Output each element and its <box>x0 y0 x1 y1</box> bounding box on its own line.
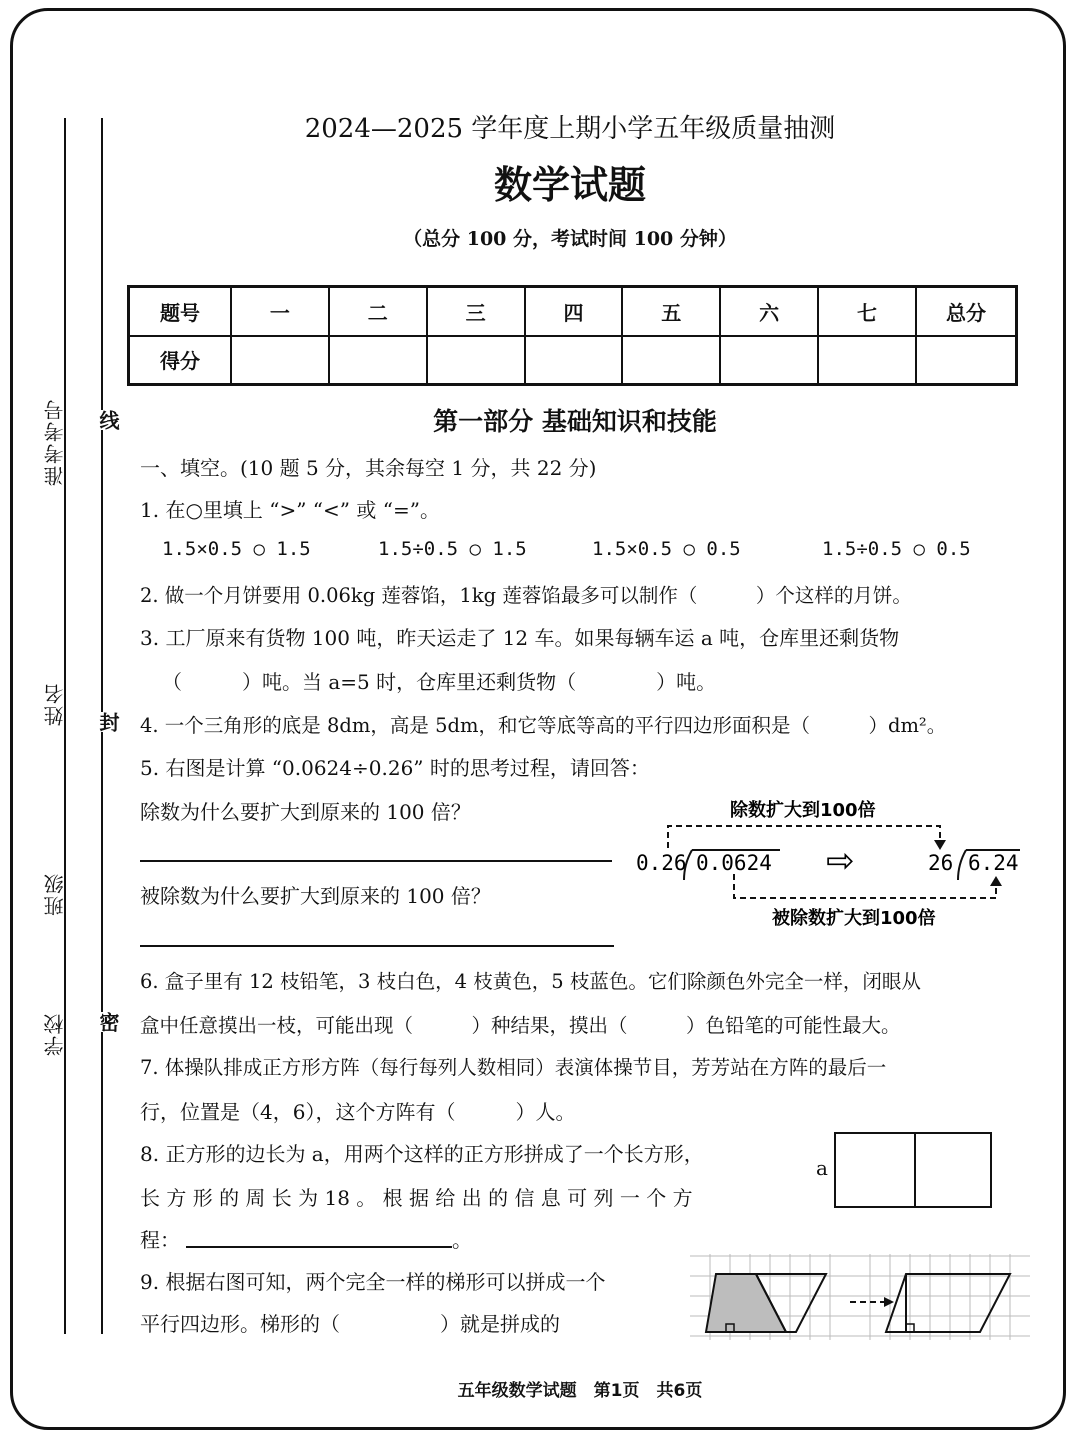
seal-seal-mark: 封 <box>94 712 123 732</box>
name-label: 姓名 <box>43 682 67 726</box>
class-label: 班级 <box>43 872 67 916</box>
q1-item: 1.5×0.5 ○ 0.5 <box>592 538 741 560</box>
score-cell[interactable] <box>231 336 329 385</box>
page-footer: 五年级数学试题 第1页 共6页 <box>457 1381 703 1401</box>
division-diagram <box>630 790 1030 940</box>
question-7-line1: 7. 体操队排成正方形方阵（每行每列人数相同）表演体操节目，芳芳站在方阵的最后一 <box>140 1056 887 1079</box>
score-table-header: 三 <box>427 287 525 336</box>
question-5b: 被除数为什么要扩大到原来的 100 倍？ <box>140 884 491 908</box>
diagram-top-label: 除数扩大到100倍 <box>730 800 876 821</box>
question-8-line3: 程： <box>140 1228 180 1252</box>
transform-arrowhead <box>884 1297 894 1307</box>
rect-side-label: a <box>816 1156 828 1180</box>
subject-title: 数学试题 <box>493 162 646 207</box>
exam-number-label: 准考考号 <box>43 398 67 486</box>
diagram-top-arrowhead <box>934 840 946 850</box>
score-table-header: 总分 <box>916 287 1017 336</box>
q1-item: 1.5÷0.5 ○ 1.5 <box>378 538 527 560</box>
score-cell[interactable] <box>525 336 623 385</box>
score-table-header: 二 <box>329 287 427 336</box>
score-table-header: 题号 <box>129 287 232 336</box>
question-5: 5. 右图是计算 “0.0624÷0.26” 时的思考过程，请回答： <box>140 756 650 780</box>
result-parallelogram <box>886 1274 1010 1332</box>
score-cell[interactable] <box>622 336 720 385</box>
score-cell[interactable] <box>818 336 916 385</box>
score-table <box>127 285 1018 386</box>
binding-line-left <box>64 118 66 1334</box>
q1-item: 1.5×0.5 ○ 1.5 <box>162 538 311 560</box>
part1-heading: 一、填空。(10 题 5 分，其余每空 1 分，共 22 分) <box>140 456 597 480</box>
score-table-score-row <box>129 336 1017 385</box>
answer-line-5a[interactable] <box>140 860 612 862</box>
question-1: 1. 在○里填上 “>” “<” 或 “=”。 <box>140 498 440 522</box>
diagram-right-divisor: 26 <box>928 851 954 875</box>
q1-item: 1.5÷0.5 ○ 0.5 <box>822 538 971 560</box>
question-8-line3-end: 。 <box>452 1228 472 1252</box>
score-cell[interactable] <box>916 336 1017 385</box>
answer-line-5b[interactable] <box>140 945 614 947</box>
score-cell[interactable] <box>720 336 818 385</box>
question-3-line2: （ ）吨。当 a=5 时，仓库里还剩货物（ ）吨。 <box>162 670 717 694</box>
score-table-header: 五 <box>622 287 720 336</box>
exam-title-line: 2024—2025 学年度上期小学五年级质量抽测 <box>304 114 836 144</box>
diagram-bottom-arrow <box>734 874 996 898</box>
question-2: 2. 做一个月饼要用 0.06kg 莲蓉馅，1kg 莲蓉馅最多可以制作（ ）个这样的月饼。 <box>140 584 912 607</box>
seal-secret-mark: 密 <box>94 1012 123 1032</box>
score-table-header: 六 <box>720 287 818 336</box>
question-8-line1: 8. 正方形的边长为 a，用两个这样的正方形拼成了一个长方形， <box>140 1142 704 1166</box>
diagram-bottom-label: 被除数扩大到100倍 <box>772 908 936 929</box>
rectangle-diagram <box>834 1132 992 1208</box>
diagram-right-dividend: 6.24 <box>968 851 1019 875</box>
score-table-header: 一 <box>231 287 329 336</box>
question-3-line1: 3. 工厂原来有货物 100 吨，昨天运走了 12 车。如果每辆车运 a 吨，仓库里还剩货物 <box>140 626 900 650</box>
trapezoid-diagram <box>690 1254 1030 1344</box>
question-6-line2: 盒中任意摸出一枝，可能出现（ ）种结果，摸出（ ）色铅笔的可能性最大。 <box>140 1014 901 1037</box>
score-table-header: 四 <box>525 287 623 336</box>
school-label: 学校 <box>43 1012 67 1056</box>
score-cell[interactable] <box>329 336 427 385</box>
question-8-line2: 长 方 形 的 周 长 为 18 。 根 据 给 出 的 信 息 可 列 一 个 方 <box>140 1186 693 1210</box>
score-table-header: 七 <box>818 287 916 336</box>
diagram-top-arrow <box>668 826 940 848</box>
question-9-line1: 9. 根据右图可知，两个完全一样的梯形可以拼成一个 <box>140 1270 606 1294</box>
diagram-bottom-arrowhead <box>990 876 1002 886</box>
question-4: 4. 一个三角形的底是 8dm，高是 5dm，和它等底等高的平行四边形面积是（ ）dm²。 <box>140 714 947 737</box>
score-row-label: 得分 <box>129 336 232 385</box>
rectangle-divider <box>914 1134 916 1206</box>
question-9-line2: 平行四边形。梯形的（ ）就是拼成的 <box>140 1312 560 1336</box>
answer-line-8[interactable] <box>186 1246 452 1248</box>
diagram-arrow: ⇨ <box>826 841 855 881</box>
question-7-line2: 行，位置是（4，6），这个方阵有（ ）人。 <box>140 1100 576 1124</box>
question-6-line1: 6. 盒子里有 12 枝铅笔，3 枝白色，4 枝黄色，5 枝蓝色。它们除颜色外完全一样，闭眼从 <box>140 970 921 993</box>
score-cell[interactable] <box>427 336 525 385</box>
shaded-trapezoid <box>706 1274 786 1332</box>
exam-info: （总分 100 分，考试时间 100 分钟） <box>403 228 737 250</box>
section-title: 第一部分 基础知识和技能 <box>433 407 717 436</box>
diagram-left-divisor: 0.26 <box>636 851 687 875</box>
score-table-header-row <box>129 287 1017 336</box>
question-5a: 除数为什么要扩大到原来的 100 倍？ <box>140 800 471 824</box>
diagram-left-dividend: 0.0624 <box>696 851 772 875</box>
seal-line-mark: 线 <box>94 410 123 430</box>
